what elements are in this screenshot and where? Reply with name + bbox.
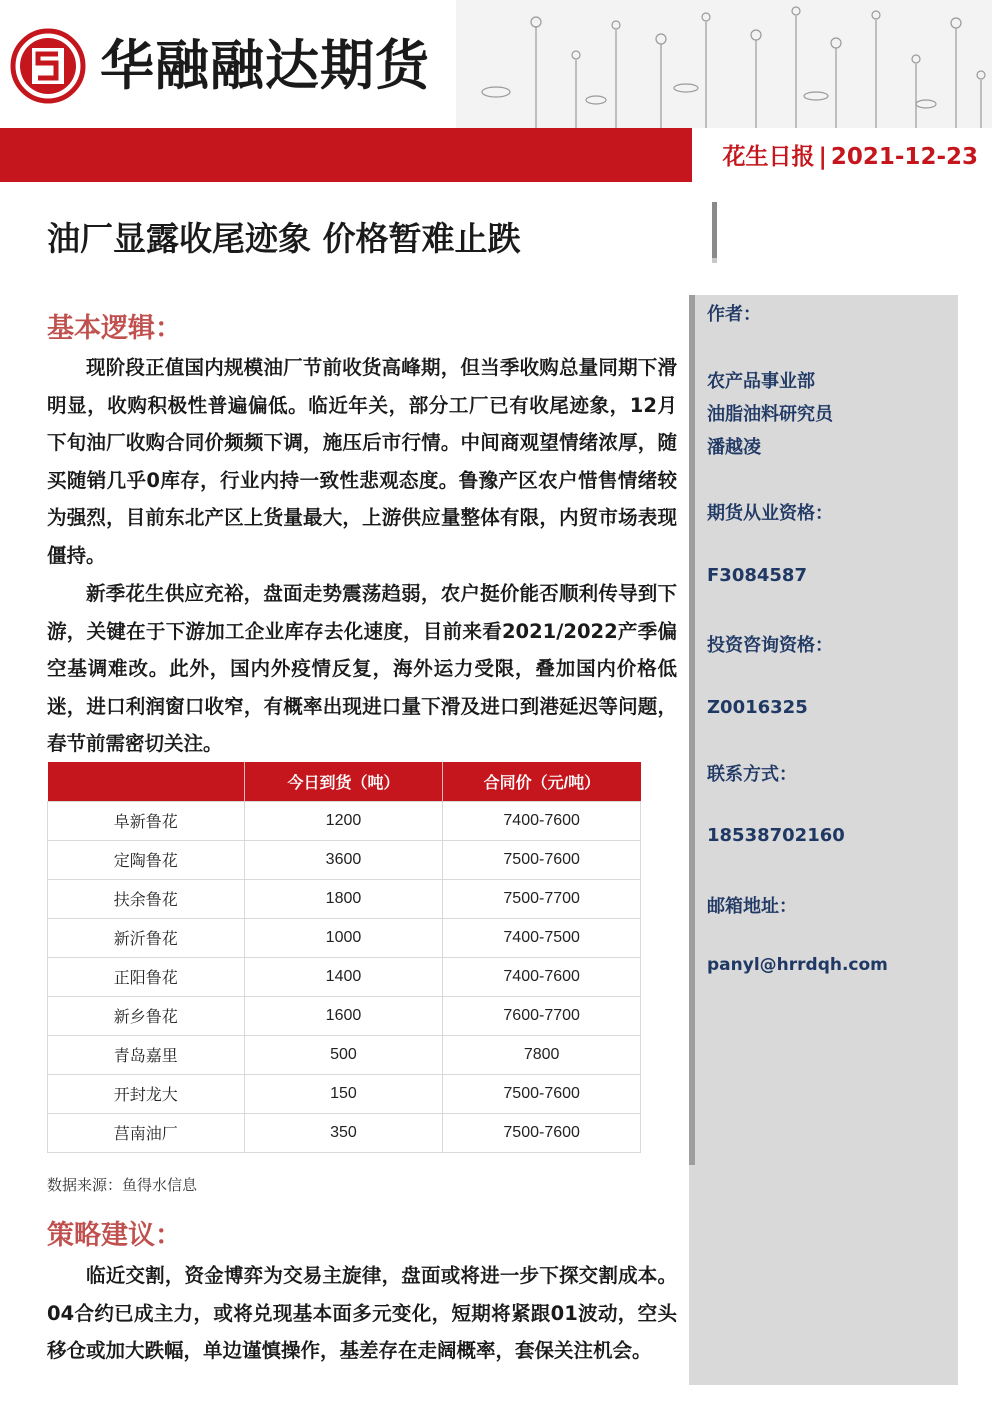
report-type: 花生日报 [722, 144, 815, 170]
author-department: 农产品事业部 [707, 371, 815, 392]
contract-price: 7800 [443, 1035, 641, 1074]
arrival-tons: 150 [244, 1074, 443, 1113]
page-title: 油厂显露收尾迹象 价格暂难止跌 [47, 219, 521, 258]
advisory-label: 投资咨询资格： [707, 635, 833, 656]
plant-name: 莒南油厂 [48, 1113, 245, 1152]
author-label: 作者： [707, 304, 761, 325]
email-label: 邮箱地址： [707, 896, 797, 917]
plant-name: 扶余鲁花 [48, 879, 245, 918]
arrival-tons: 3600 [244, 840, 443, 879]
futures-id: F3084587 [707, 565, 807, 586]
paragraph: 临近交割，资金博弈为交易主旋律，盘面或将进一步下探交割成本。04合约已成主力，或将兑现基本面多元变化，短期将紧跟01波动，空头移仓或加大跌幅，单边谨慎操作，基差存在走阔概率，套保关注机会。 [47, 1264, 677, 1363]
table-row [48, 996, 641, 1035]
table-row [48, 840, 641, 879]
plant-name: 新沂鲁花 [48, 918, 245, 957]
section-heading-basic-logic: 基本逻辑： [47, 313, 182, 344]
contract-price: 7400-7600 [443, 801, 641, 840]
table-row [48, 918, 641, 957]
contract-price: 7500-7700 [443, 879, 641, 918]
brand-name: 华融融达期货 [100, 33, 430, 97]
title-divider [712, 202, 717, 258]
report-tag [722, 138, 978, 171]
table-row [48, 1113, 641, 1152]
column-header [48, 762, 245, 801]
decorative-pattern [456, 0, 992, 128]
arrival-tons: 1600 [244, 996, 443, 1035]
table-row [48, 957, 641, 996]
arrival-tons: 1800 [244, 879, 443, 918]
arrival-tons: 1000 [244, 918, 443, 957]
author-name: 潘越凌 [707, 437, 761, 458]
contract-price: 7500-7600 [443, 840, 641, 879]
arrival-tons: 350 [244, 1113, 443, 1152]
data-source-note: 数据来源：鱼得水信息 [47, 1176, 198, 1194]
table-row [48, 1074, 641, 1113]
futures-label: 期货从业资格： [707, 503, 833, 524]
contract-price: 7500-7600 [443, 1113, 641, 1152]
report-separator: | [818, 144, 827, 170]
table-header-row [48, 762, 641, 801]
email-address[interactable]: panyl@hrrdqh.com [707, 955, 888, 975]
contact-label: 联系方式： [707, 764, 797, 785]
plant-name: 阜新鲁花 [48, 801, 245, 840]
plant-name: 正阳鲁花 [48, 957, 245, 996]
author-role: 油脂油料研究员 [707, 404, 833, 425]
arrival-tons: 1400 [244, 957, 443, 996]
column-header: 合同价（元/吨） [443, 762, 641, 801]
plant-name: 新乡鲁花 [48, 996, 245, 1035]
section-heading-strategy: 策略建议： [47, 1220, 182, 1251]
table-row [48, 879, 641, 918]
plant-name: 开封龙大 [48, 1074, 245, 1113]
contract-price: 7600-7700 [443, 996, 641, 1035]
paragraph: 新季花生供应充裕，盘面走势震荡趋弱，农户挺价能否顺利传导到下游，关键在于下游加工企业库存去化速度，目前来看2021/2022产季偏空基调难改。此外，国内外疫情反复，海外运力受限，叠加国内价格低迷，进口利润窗口收窄，有概率出现进口量下滑及进口到港延迟等问题，春节前需密切关注。 [47, 582, 677, 756]
paragraph: 现阶段正值国内规模油厂节前收货高峰期，但当季收购总量同期下滑明显，收购积极性普遍偏低。临近年关，部分工厂已有收尾迹象，12月下旬油厂收购合同价频频下调，施压后市行情。中间商观望情绪浓厚，随买随销几乎0库存，行业内持一致性悲观态度。鲁豫产区农户惜售情绪较为强烈，目前东北产区上货量最大，上游供应量整体有限，内贸市场表现僵持。 [47, 356, 677, 567]
arrival-tons: 1200 [244, 801, 443, 840]
arrival-tons: 500 [244, 1035, 443, 1074]
column-header: 今日到货（吨） [244, 762, 443, 801]
report-date: 2021-12-23 [830, 144, 978, 170]
contract-price: 7400-7500 [443, 918, 641, 957]
plant-name: 青岛嘉里 [48, 1035, 245, 1074]
phone-number: 18538702160 [707, 825, 845, 846]
table-row [48, 1035, 641, 1074]
plant-name: 定陶鲁花 [48, 840, 245, 879]
table-row [48, 801, 641, 840]
arrival-price-table [47, 762, 641, 1153]
contract-price: 7500-7600 [443, 1074, 641, 1113]
advisory-id: Z0016325 [707, 697, 808, 718]
page-header [0, 0, 992, 130]
company-logo-icon [10, 28, 86, 104]
contract-price: 7400-7600 [443, 957, 641, 996]
